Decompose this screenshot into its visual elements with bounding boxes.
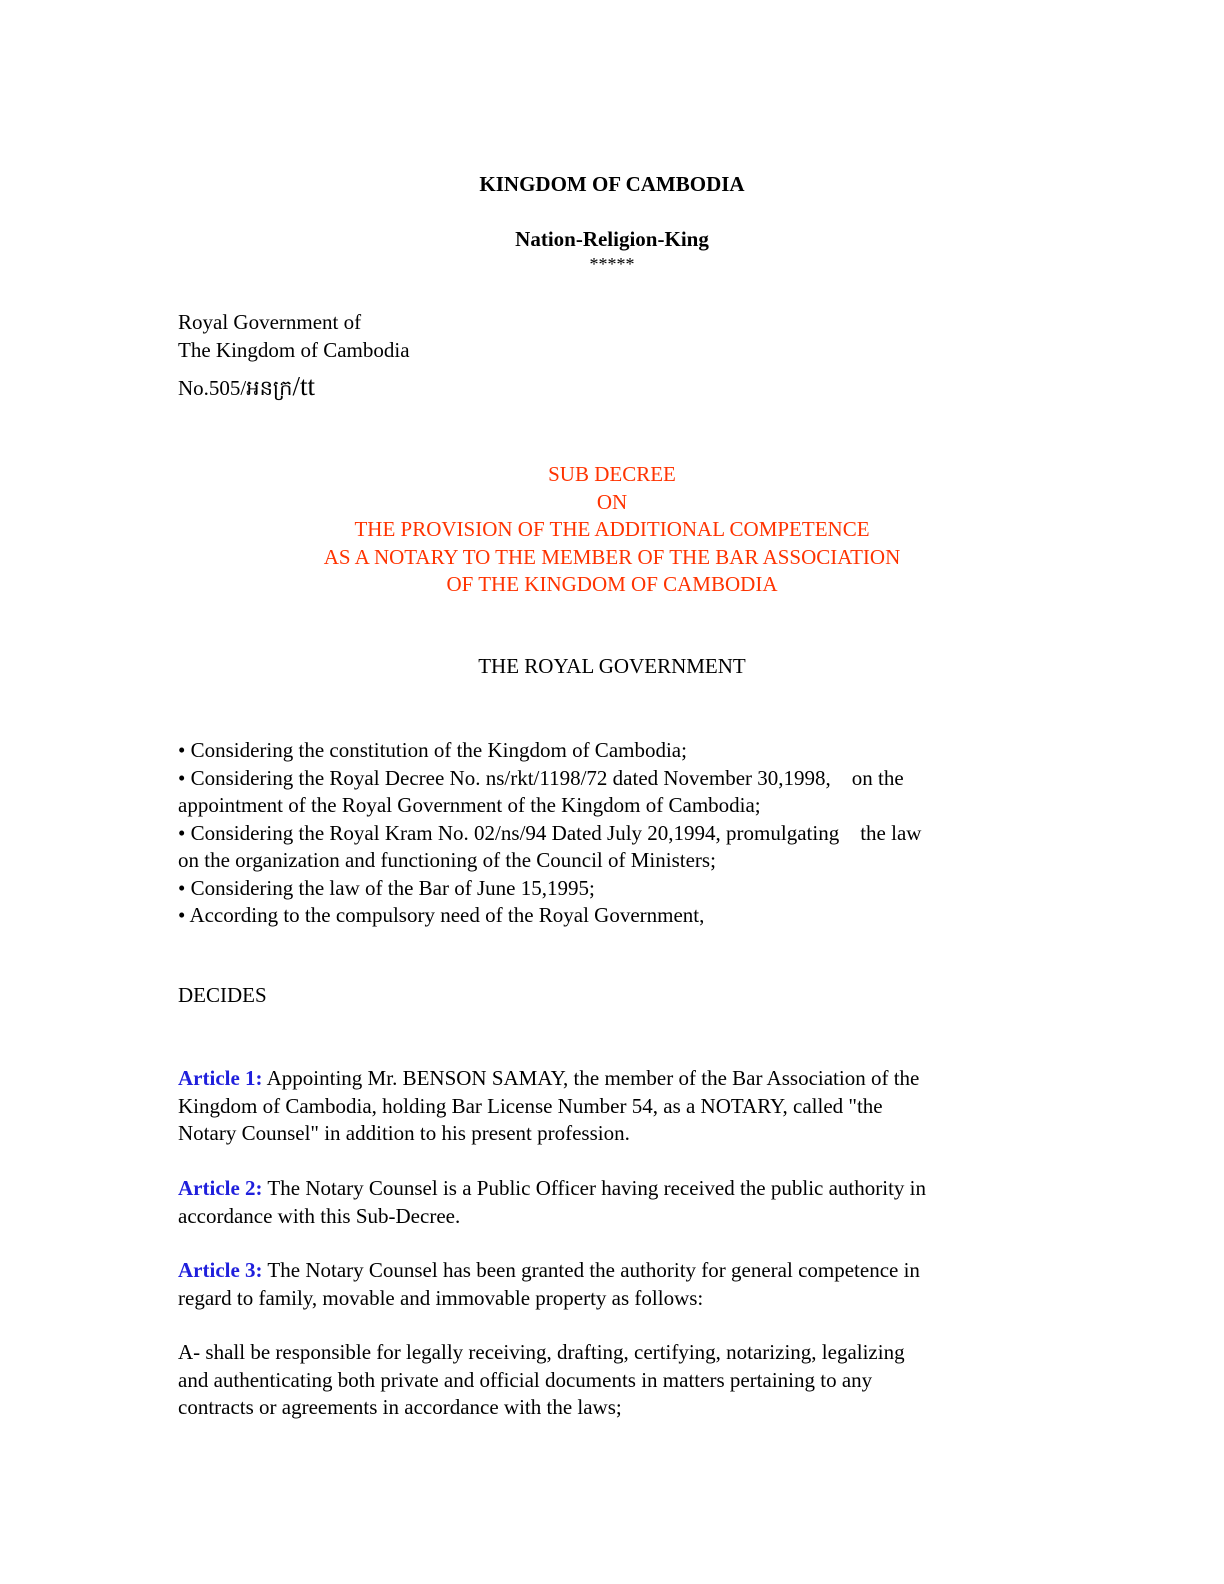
document-number (178, 371, 315, 406)
country-heading: KINGDOM OF CAMBODIA (479, 172, 745, 196)
article-text: Appointing Mr. BENSON SAMAY, the member of the Bar Association of the (262, 1066, 920, 1090)
article-label: Article 1: (178, 1066, 263, 1090)
issuer-line-2: The Kingdom of Cambodia (178, 338, 410, 362)
title-line: OF THE KINGDOM OF CAMBODIA (446, 572, 778, 596)
article-2 (178, 1175, 1048, 1230)
issuer-line-1: Royal Government of (178, 310, 362, 334)
article-text: regard to family, movable and immovable property as follows: (178, 1285, 704, 1310)
decides-heading: DECIDES (178, 983, 267, 1007)
body-heading: THE ROYAL GOVERNMENT (478, 654, 746, 678)
article-text: The Notary Counsel is a Public Officer having received the public authority in (262, 1176, 927, 1200)
article-text: Notary Counsel" in addition to his present profession. (178, 1121, 630, 1145)
national-motto: Nation-Religion-King (515, 227, 709, 251)
article-label: Article 3: (178, 1258, 263, 1282)
title-line: AS A NOTARY TO THE MEMBER OF THE BAR ASSOCIATION (323, 544, 901, 569)
document-number-khmer: អនក្រ (246, 376, 293, 400)
title-line: SUB DECREE (548, 462, 676, 486)
paragraph-line: A- shall be responsible for legally receiving, drafting, certifying, notarizing, legalizing (178, 1340, 905, 1364)
article-text: Kingdom of Cambodia, holding Bar License Number 54, as a NOTARY, called "the (178, 1093, 883, 1118)
article-label: Article 2: (178, 1176, 263, 1200)
separator-stars: ***** (589, 254, 635, 274)
paragraph-line: and authenticating both private and official documents in matters pertaining to any (178, 1367, 873, 1392)
considerations-list (178, 737, 1048, 930)
paragraph-a (178, 1339, 1048, 1422)
title-line: ON (596, 489, 628, 514)
sub-decree-title (0, 461, 1224, 599)
paragraph-line: contracts or agreements in accordance with the laws; (178, 1395, 622, 1419)
consideration-line: • Considering the law of the Bar of June 15,1995; (178, 875, 595, 900)
title-line: THE PROVISION OF THE ADDITIONAL COMPETENCE (354, 517, 870, 541)
consideration-line: on the organization and functioning of the Council of Ministers; (178, 848, 716, 872)
document-number-prefix: No.505/ (178, 376, 247, 400)
article-text: accordance with this Sub-Decree. (178, 1203, 461, 1228)
consideration-line: • According to the compulsory need of the Royal Government, (178, 903, 705, 927)
article-3 (178, 1257, 1048, 1312)
consideration-line: • Considering the Royal Decree No. ns/rkt/1198/72 dated November 30,1998, on the (178, 765, 904, 790)
consideration-line: appointment of the Royal Government of the Kingdom of Cambodia; (178, 793, 761, 817)
document-number-suffix: /tt (292, 371, 316, 401)
article-1 (178, 1065, 1048, 1148)
article-text: The Notary Counsel has been granted the authority for general competence in (262, 1258, 920, 1282)
consideration-line: • Considering the constitution of the Kingdom of Cambodia; (178, 738, 687, 762)
issuing-authority (178, 308, 410, 364)
consideration-line: • Considering the Royal Kram No. 02/ns/94 Dated July 20,1994, promulgating the law (178, 820, 922, 845)
